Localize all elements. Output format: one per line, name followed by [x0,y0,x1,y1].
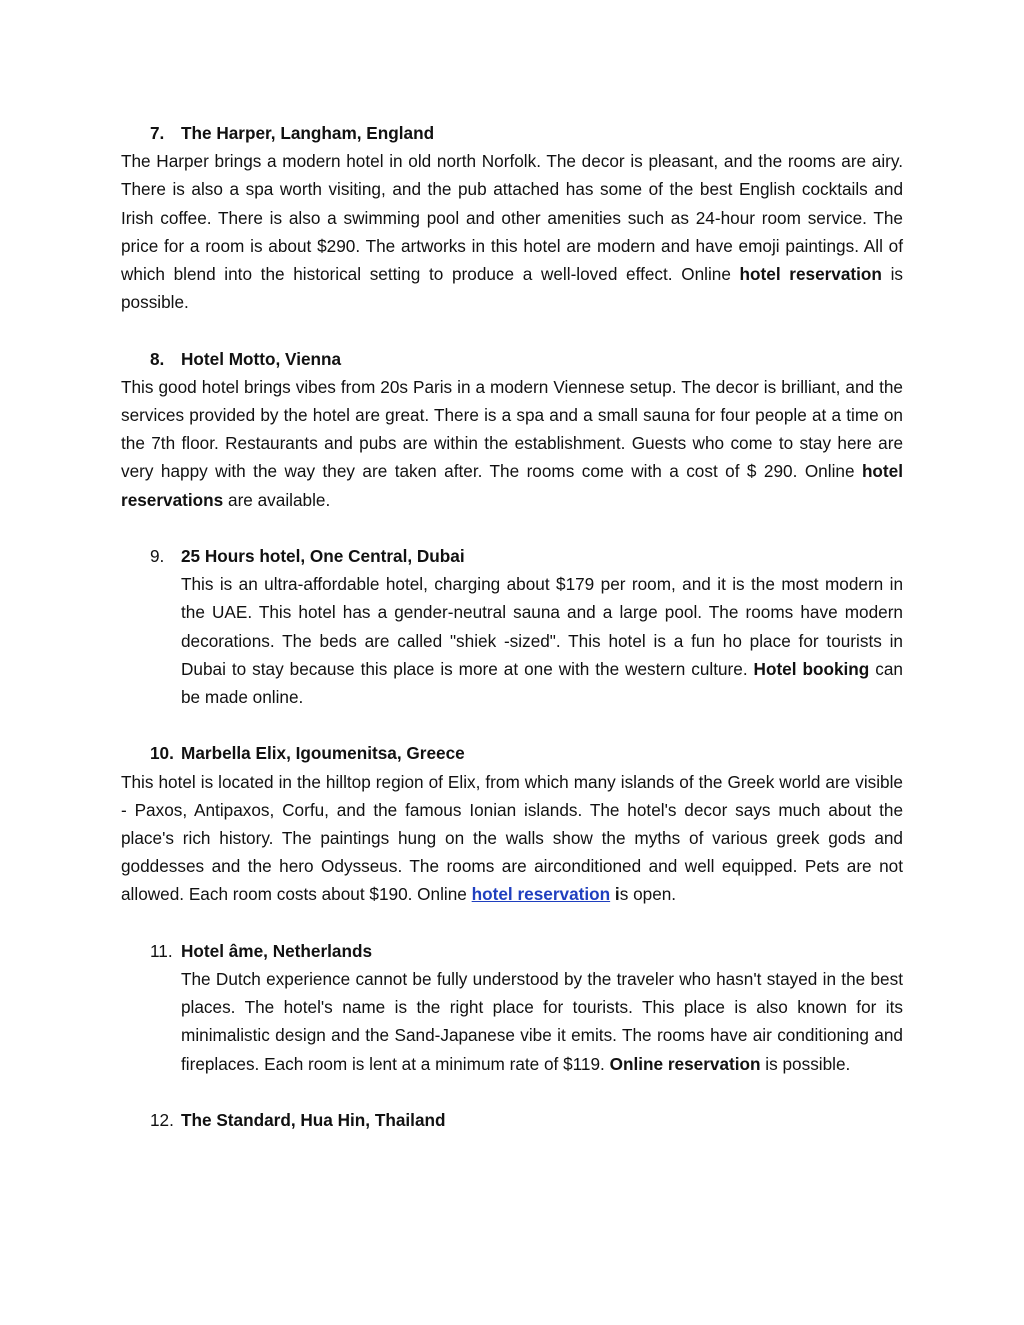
bold-letter: i [614,884,620,905]
body-tail: are available. [223,489,331,510]
body-text: The Harper brings a modern hotel in old north Norfolk. The decor is pleasant, and the rooms are airy. There is also a spa worth visiting, and the pub attached has some of the best English cocktails and Irish coffee. There is also a swimming pool and other amenities such as 24-hour room service. The price for a room is about $290. The artworks in this hotel are modern and have emoji paintings. All of which blend into the historical setting to produce a well-loved effect. Online [121,151,903,285]
bold-term: hotel reservation [739,264,882,285]
section-body [121,768,903,909]
paragraph-spacer [121,1078,903,1106]
body-tail: is possible. [121,264,904,313]
section-title: 25 Hours hotel, One Central, Dubai [181,546,465,567]
paragraph-spacer [121,316,903,344]
section-number: 10. [150,743,174,764]
section-number: 12. [150,1110,174,1131]
section-number: 9. [150,546,165,567]
section-heading [150,739,903,767]
section-title: Hotel âme, Netherlands [181,940,373,961]
paragraph-spacer [121,711,903,739]
section-heading [150,542,903,570]
hotel-reservation-link[interactable]: hotel reservation [471,884,611,905]
document-page [121,119,903,1134]
section-body [181,965,903,1078]
body-text: This is an ultra-affordable hotel, charging about $179 per room, and it is the most modern in the UAE. This hotel has a gender-neutral sauna and a large pool. The rooms have modern decorations. The beds are called "shiek -sized". This hotel is a fun ho place for tourists in Dubai to stay because this place is more at one with the western culture. [181,574,903,679]
section-number: 7. [150,123,165,143]
body-text: This hotel is located in the hilltop region of Elix, from which many islands of the Greek world are visible - Paxos, Antipaxos, Corfu, and the famous Ionian islands. The hotel's decor says much about the place's rich history. The paintings hung on the walls show the myths of various greek gods and goddesses and the hero Odysseus. The rooms are airconditioned and well equipped. Pets are not allowed. Each room costs about $190. Online [121,771,903,905]
bold-term: Hotel booking [753,658,870,679]
section-heading [150,345,903,373]
body-tail: s open. [619,884,677,905]
body-text: This good hotel brings vibes from 20s Paris in a modern Viennese setup. The decor is brilliant, and the services provided by the hotel are great. There is a spa and a small sauna for four people at a time on the 7th floor. Restaurants and pubs are within the establishment. Guests who come to stay here are very happy with the way they are taken after. The rooms come with a cost of $ 290. Online [121,376,903,482]
paragraph-spacer [121,514,903,542]
section-body [181,570,903,711]
section-heading [150,1106,903,1134]
section-title: The Standard, Hua Hin, Thailand [181,1110,446,1131]
body-tail: can be made online. [181,658,903,708]
paragraph-spacer [121,909,903,937]
section-body [121,147,903,316]
section-heading [150,937,903,965]
section-number: 8. [150,348,165,369]
section-title: The Harper, Langham, England [181,123,435,143]
section-title: Hotel Motto, Vienna [181,348,342,369]
bold-term: Online reservation [609,1053,761,1074]
body-text: The Dutch experience cannot be fully understood by the traveler who hasn't stayed in the best places. The hotel's name is the right place for tourists. This place is also known for its minimalistic design and the Sand-Japanese vibe it emits. The rooms have air conditioning and fireplaces. Each room is lent at a minimum rate of $119. [181,969,903,1074]
section-number: 11. [150,940,173,961]
section-body [121,373,903,514]
section-title: Marbella Elix, Igoumenitsa, Greece [181,743,465,764]
bold-term: hotel reservations [121,461,903,510]
section-heading [150,119,903,147]
body-tail: is possible. [760,1053,851,1074]
